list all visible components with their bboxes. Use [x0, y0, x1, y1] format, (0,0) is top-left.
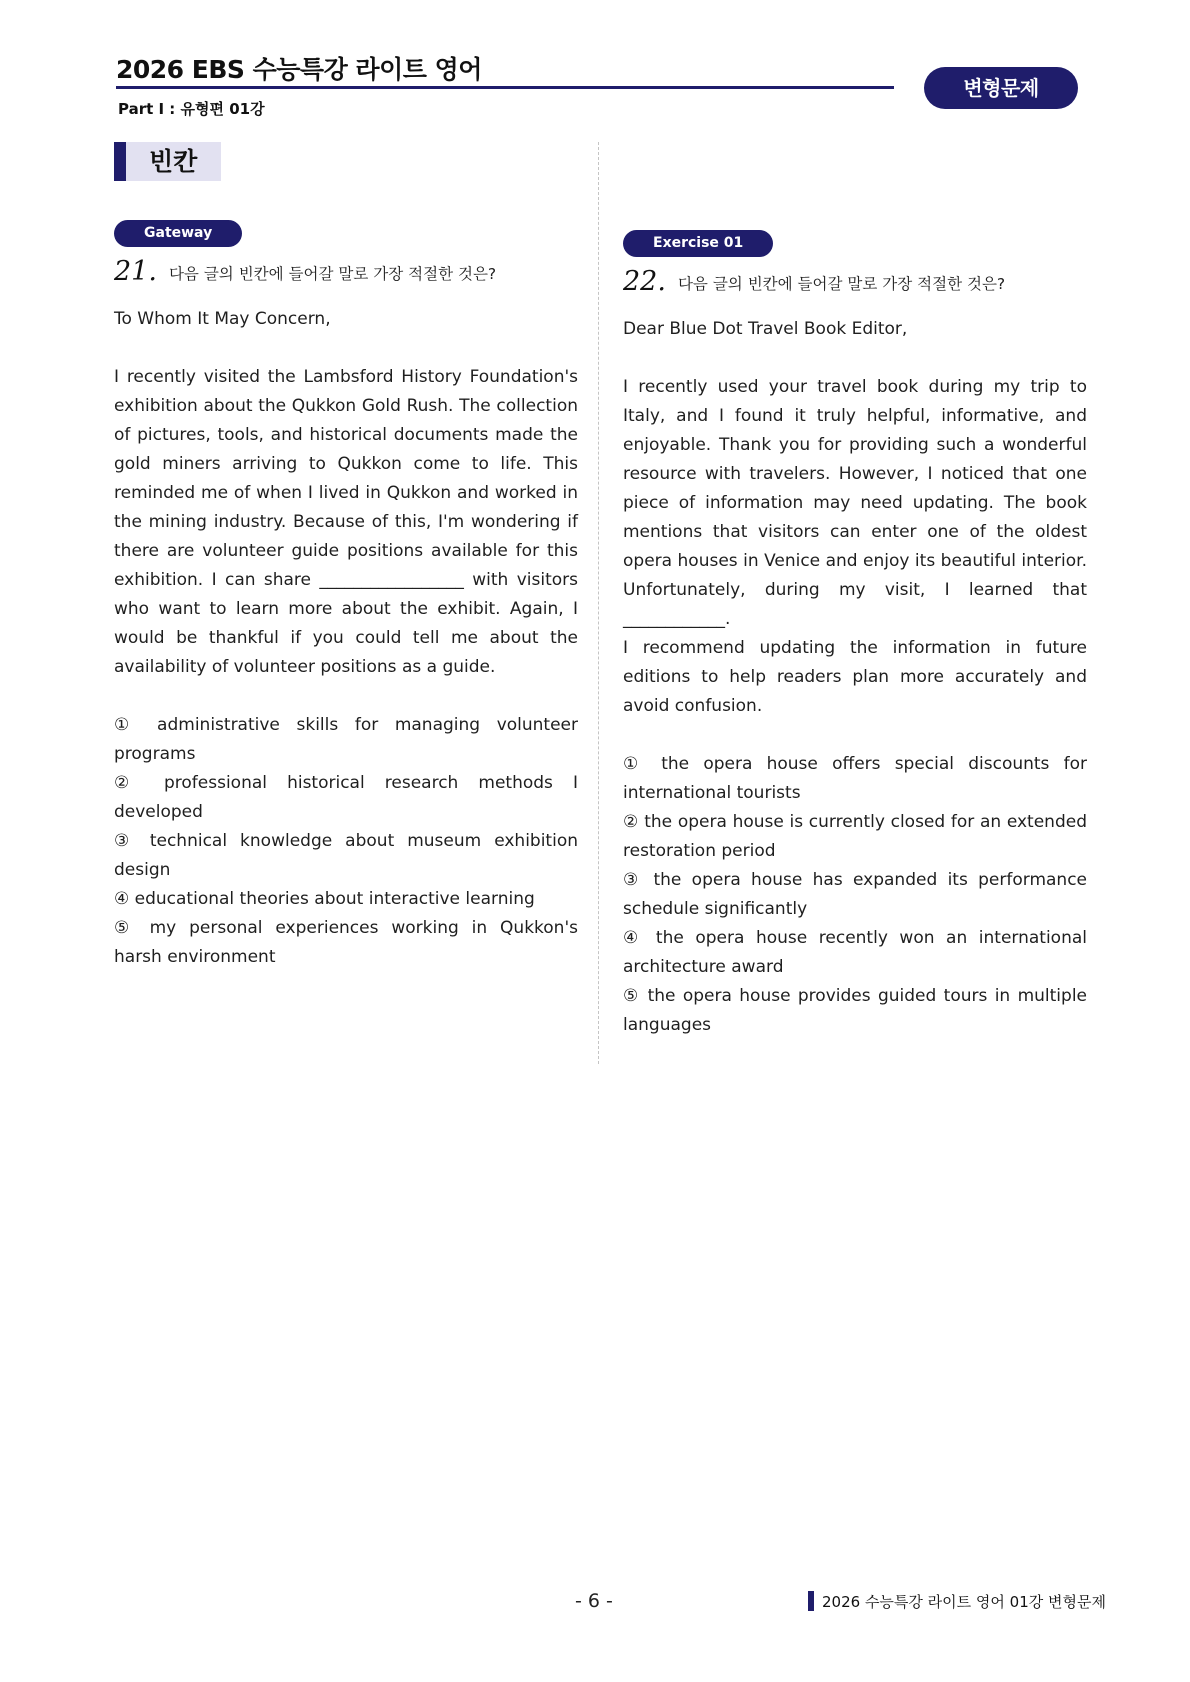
gateway-tag: Gateway — [114, 220, 242, 247]
choice-3[interactable]: ③ the opera house has expanded its performance schedule significantly — [623, 870, 1087, 919]
choice-2[interactable]: ② professional historical research methods I developed — [114, 773, 578, 822]
exercise-tag: Exercise 01 — [623, 230, 773, 257]
footer — [808, 1590, 1106, 1612]
passage-body: I recently visited the Lambsford History Foundation's exhibition about the Qukkon Gold Rush. The collection of pictures, tools, and historical documents made the gold miners arriving to Qukkon come to life. This reminded me of when I lived in Qukkon and worked in the mining industry. Because of this, I'm wondering if there are volunteer guide positions available for this exhibition. I can share _________________ with visitors who want to learn more about the exhibit. Again, I would be thankful if you could tell me about the availability of volunteer positions as a guide. — [114, 367, 578, 677]
answer-choices — [623, 750, 1087, 1040]
question-21 — [114, 220, 578, 972]
section-heading — [114, 142, 221, 181]
footer-text: 2026 수능특강 라이트 영어 01강 변형문제 — [822, 1592, 1106, 1611]
passage-body-continued: I recommend updating the information in future editions to help readers plan more accurately and avoid confusion. — [623, 638, 1087, 716]
document-subtitle: Part Ⅰ : 유형편 01강 — [118, 100, 265, 118]
passage-greeting: To Whom It May Concern, — [114, 309, 331, 329]
column-divider — [598, 142, 599, 1064]
question-prompt: 다음 글의 빈칸에 들어갈 말로 가장 적절한 것은? — [677, 275, 1006, 293]
choice-1[interactable]: ① administrative skills for managing volunteer programs — [114, 715, 578, 764]
question-22 — [623, 230, 1087, 1040]
passage-greeting: Dear Blue Dot Travel Book Editor, — [623, 319, 908, 339]
question-header — [114, 251, 578, 289]
question-prompt: 다음 글의 빈칸에 들어갈 말로 가장 적절한 것은? — [168, 265, 497, 283]
footer-accent-bar — [808, 1591, 814, 1611]
answer-choices — [114, 711, 578, 972]
question-header — [623, 261, 1087, 299]
variant-badge: 변형문제 — [924, 67, 1078, 109]
choice-4[interactable]: ④ educational theories about interactive learning — [114, 889, 535, 909]
question-number: 21. — [114, 256, 157, 287]
question-number: 22. — [623, 266, 666, 297]
passage-body: I recently used your travel book during my trip to Italy, and I found it truly helpful, informative, and enjoyable. Thank you for providing such a wonderful resource with travelers. However, I noticed that one piece of information may need updating. The book mentions that visitors can enter one of the oldest opera houses in Venice and enjoy its beautiful interior. Unfortunately, during my visit, I learned that ____________. — [623, 377, 1087, 629]
choice-3[interactable]: ③ technical knowledge about museum exhibition design — [114, 831, 578, 880]
choice-5[interactable]: ⑤ the opera house provides guided tours in multiple languages — [623, 986, 1087, 1035]
choice-4[interactable]: ④ the opera house recently won an international architecture award — [623, 928, 1087, 977]
page-number: - 6 - — [575, 1590, 613, 1612]
choice-1[interactable]: ① the opera house offers special discounts for international tourists — [623, 754, 1087, 803]
choice-2[interactable]: ② the opera house is currently closed for an extended restoration period — [623, 812, 1087, 861]
document-title: 2026 EBS 수능특강 라이트 영어 — [116, 55, 482, 84]
header-rule — [116, 86, 894, 89]
choice-5[interactable]: ⑤ my personal experiences working in Qukkon's harsh environment — [114, 918, 578, 967]
section-title: 빈칸 — [149, 147, 198, 176]
